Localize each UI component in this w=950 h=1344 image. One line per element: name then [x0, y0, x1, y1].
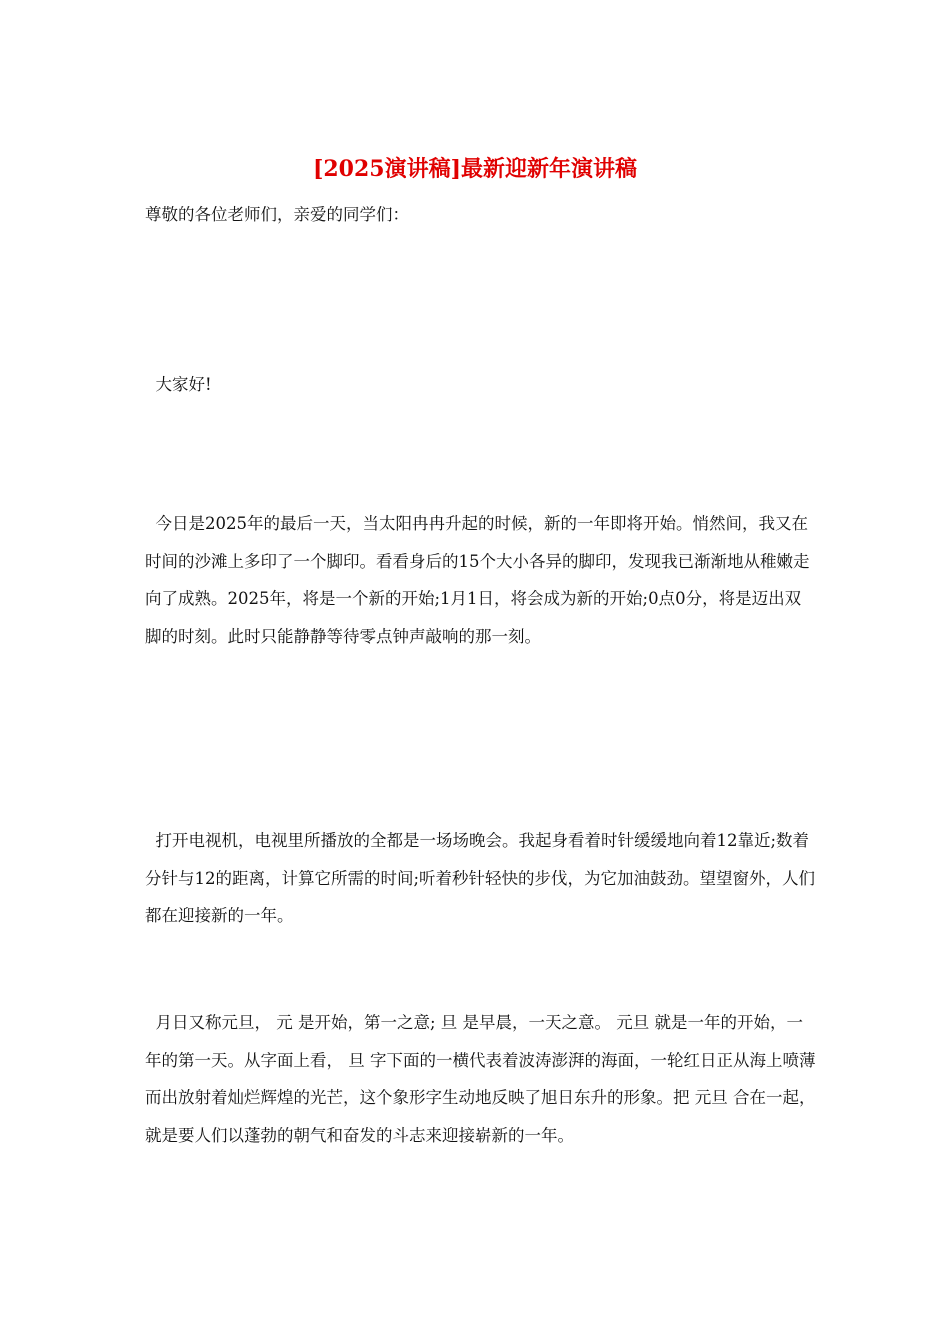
body-paragraph-1: 今日是2025年的最后一天，当太阳冉冉升起的时候，新的一年即将开始。悄然间，我又在时间的沙滩上多印了一个脚印。看看身后的15个大小各异的脚印，发现我已渐渐地从稚嫩走向了成熟。2025年，将是一个新的开始;1月1日，将会成为新的开始;0点0分，将是迈出双脚的时刻。此时只能静静等待零点钟声敲响的那一刻。: [145, 514, 810, 646]
body-paragraph-3: 月日又称元旦， 元 是开始，第一之意; 旦 是早晨，一天之意。 元旦 就是一年的开始，一年的第一天。从字面上看， 旦 字下面的一横代表着波涛澎湃的海面，一轮红日正从海上喷薄而出放射着灿烂辉煌的光芒，这个象形字生动地反映了旭日东升的形象。把 元旦 合在一起，就是要人们以蓬勃的朝气和奋发的斗志来迎接崭新的一年。: [145, 1013, 816, 1145]
body-paragraph-2: 打开电视机，电视里所播放的全都是一场场晚会。我起身看着时针缓缓地向着12靠近;数着分针与12的距离，计算它所需的时间;听着秒针轻快的步伐，为它加油鼓劲。望望窗外，人们都在迎接新的一年。: [145, 831, 816, 925]
document-title: [2025演讲稿]最新迎新年演讲稿: [312, 156, 638, 182]
greeting: 大家好!: [145, 375, 212, 394]
salutation: 尊敬的各位老师们，亲爱的同学们：: [145, 205, 409, 224]
